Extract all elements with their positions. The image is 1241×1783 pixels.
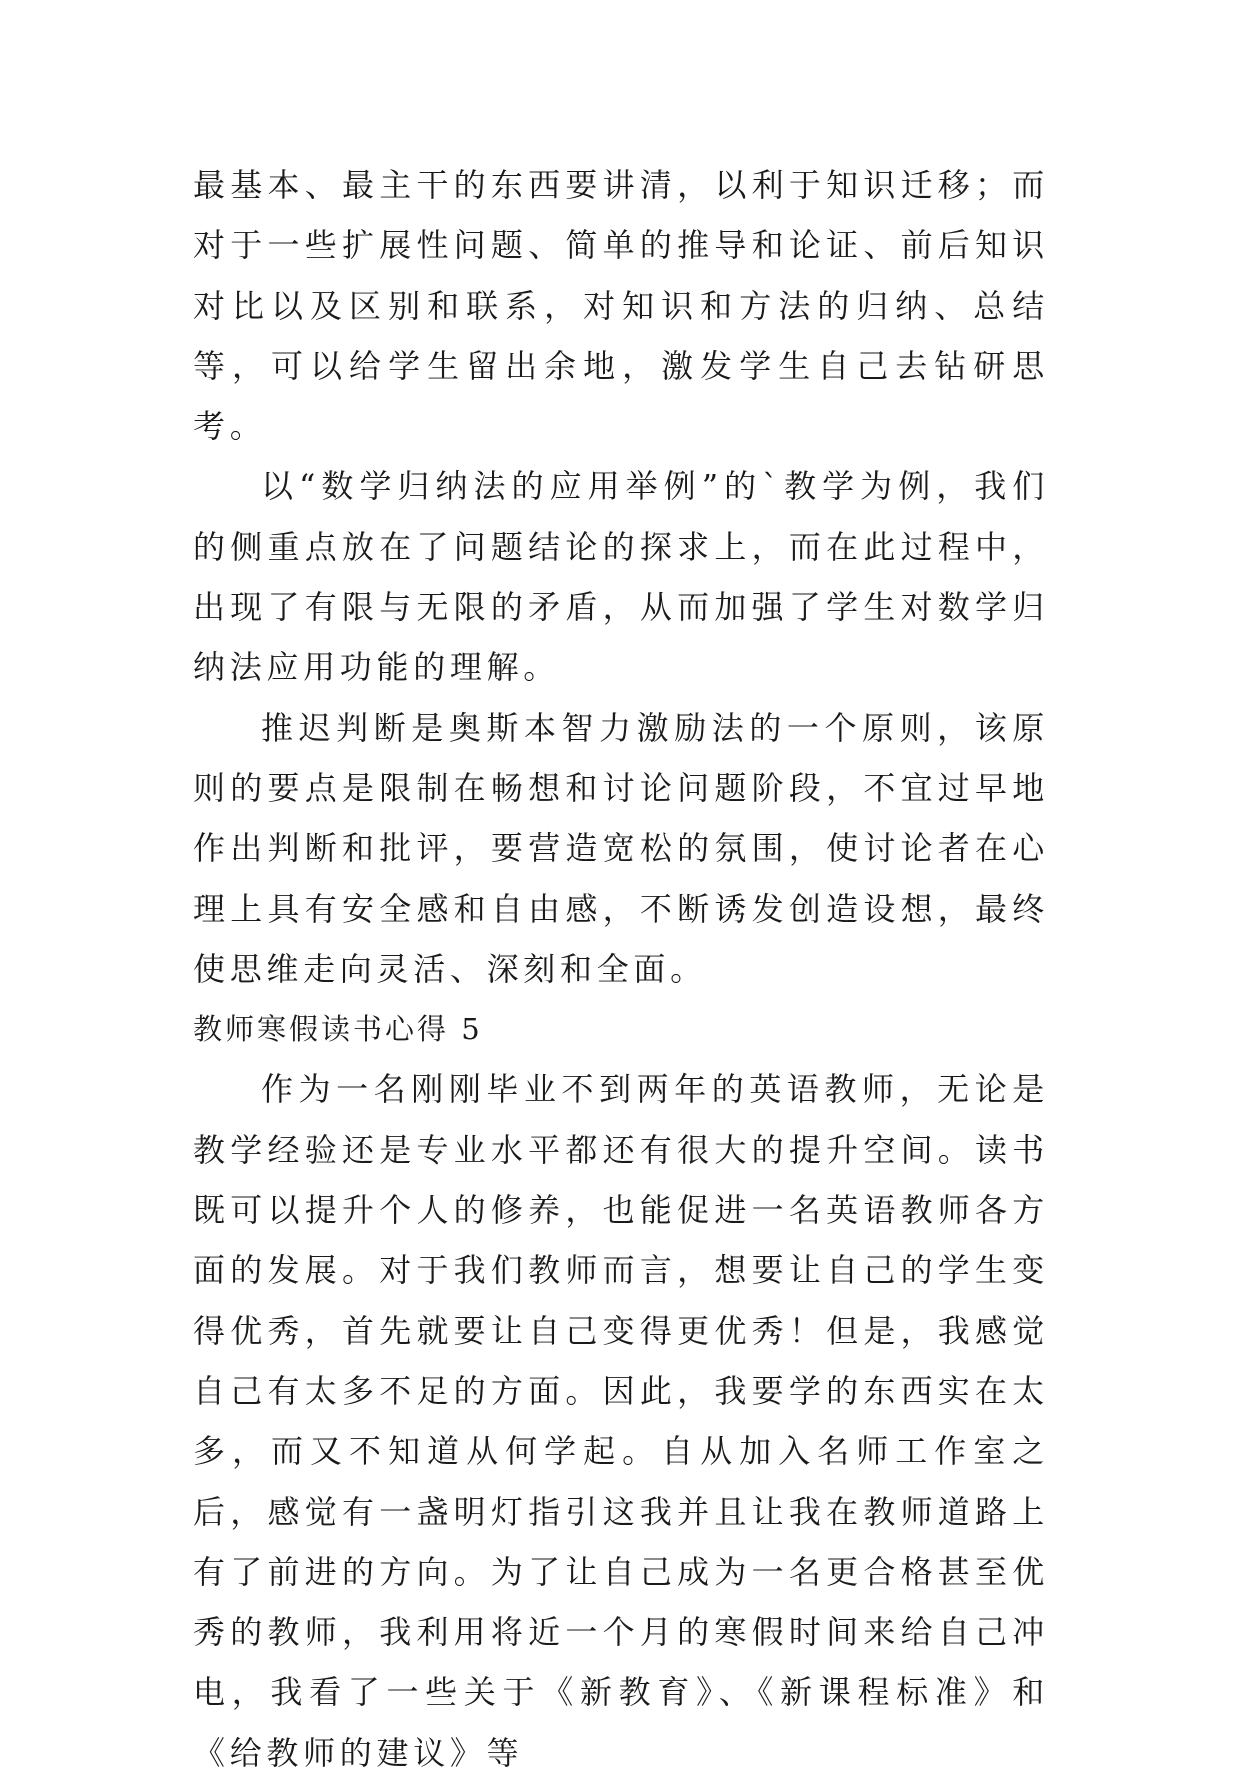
document-page — [193, 155, 1049, 1783]
body-paragraph: 以“数学归纳法的应用举例”的`教学为例，我们的侧重点放在了问题结论的探求上，而在此过程中，出现了有限与无限的矛盾，从而加强了学生对数学归纳法应用功能的理解。 — [193, 467, 1049, 687]
body-paragraph: 最基本、最主干的东西要讲清，以利于知识迁移；而对于一些扩展性问题、简单的推导和论证、前后知识对比以及区别和联系，对知识和方法的归纳、总结等，可以给学生留出余地，激发学生自己去钻研思考。 — [193, 166, 1049, 446]
body-paragraph: 作为一名刚刚毕业不到两年的英语教师，无论是教学经验还是专业水平都还有很大的提升空间。读书既可以提升个人的修养，也能促进一名英语教师各方面的发展。对于我们教师而言，想要让自己的学生变得优秀，首先就要让自己变得更优秀！但是，我感觉自己有太多不足的方面。因此，我要学的东西实在太多，而又不知道从何学起。自从加入名师工作室之后，感觉有一盏明灯指引这我并且让我在教师道路上有了前进的方向。为了让自己成为一名更合格甚至优秀的教师，我利用将近一个月的寒假时间来给自己冲电，我看了一些关于《新教育》、《新课程标准》和《给教师的建议》等 — [193, 1070, 1049, 1772]
section-heading: 教师寒假读书心得 5 — [193, 1012, 483, 1047]
body-paragraph: 推迟判断是奥斯本智力激励法的一个原则，该原则的要点是限制在畅想和讨论问题阶段，不宜过早地作出判断和批评，要营造宽松的氛围，使讨论者在心理上具有安全感和自由感，不断诱发创造设想，最终使思维走向灵活、深刻和全面。 — [193, 708, 1049, 988]
